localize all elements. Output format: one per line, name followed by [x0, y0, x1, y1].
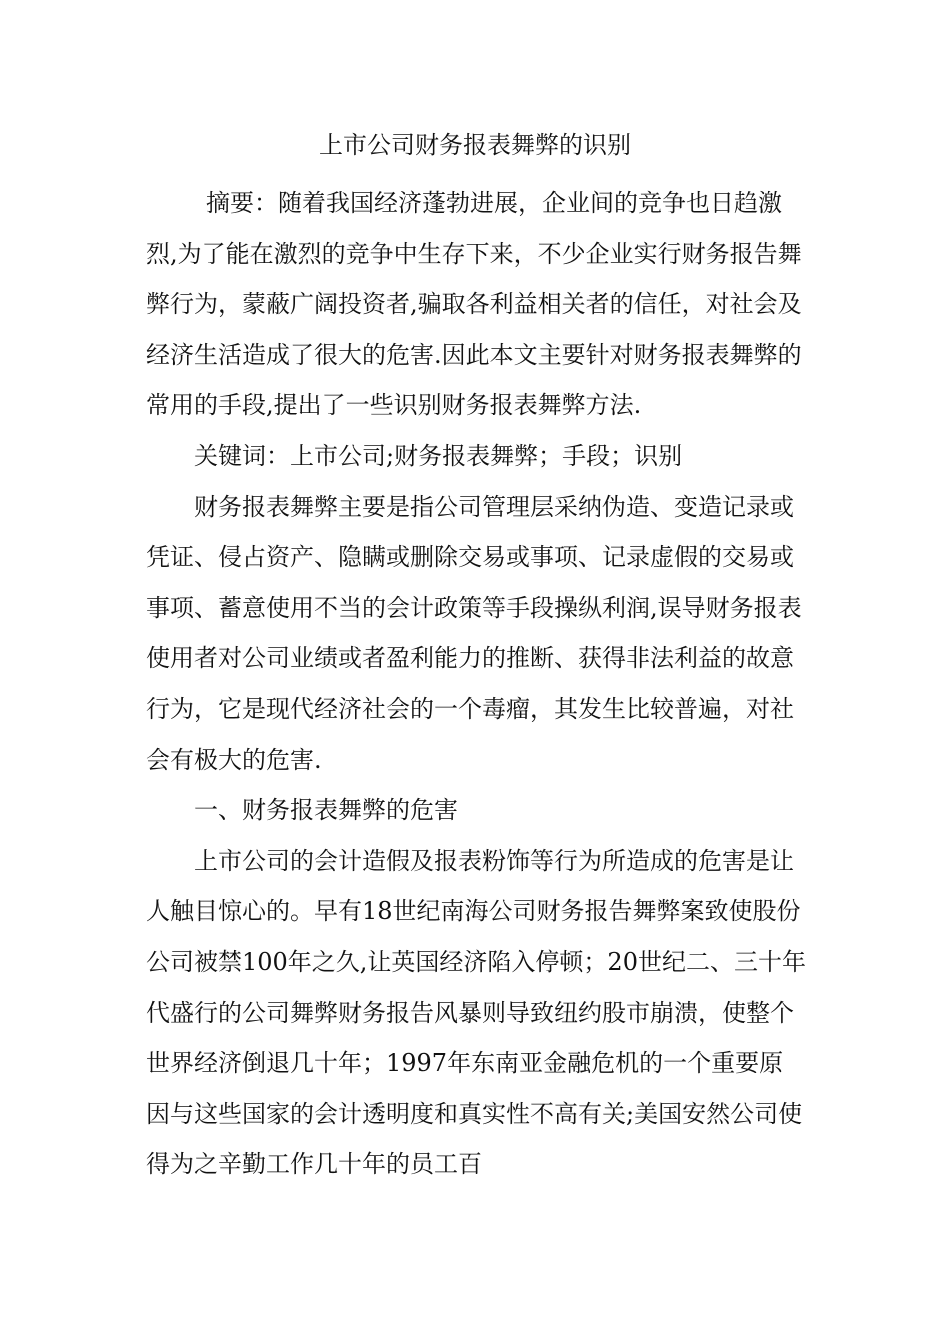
abstract-paragraph: 摘要：随着我国经济蓬勃进展，企业间的竞争也日趋激烈,为了能在激烈的竞争中生存下来，不少企业实行财务报告舞弊行为，蒙蔽广阔投资者,骗取各利益相关者的信任，对社会及经济生活造成了很大的危害.因此本文主要针对财务报表舞弊的常用的手段,提出了一些识别财务报表舞弊方法.: [146, 189, 802, 420]
document-title: 上市公司财务报表舞弊的识别: [319, 131, 631, 159]
keywords-paragraph: 关键词：上市公司;财务报表舞弊；手段；识别: [194, 441, 683, 470]
document-body: [146, 178, 806, 1190]
section-heading: 一、财务报表舞弊的危害: [194, 796, 458, 825]
definition-paragraph: 财务报表舞弊主要是指公司管理层采纳伪造、变造记录或凭证、侵占资产、隐瞒或删除交易或事项、记录虚假的交易或事项、蓄意使用不当的会计政策等手段操纵利润,误导财务报表使用者对公司业绩或者盈利能力的推断、获得非法利益的故意行为，它是现代经济社会的一个毒瘤，其发生比较普遍，对社会有极大的危害.: [146, 492, 802, 774]
harm-paragraph: 上市公司的会计造假及报表粉饰等行为所造成的危害是让人触目惊心的。早有18世纪南海公司财务报告舞弊案致使股份公司被禁100年之久,让英国经济陷入停顿；20世纪二、三十年代盛行的公司舞弊财务报告风暴则导致纽约股市崩溃，使整个世界经济倒退几十年；1997年东南亚金融危机的一个重要原因与这些国家的会计透明度和真实性不高有关;美国安然公司使得为之辛勤工作几十年的员工百: [146, 846, 806, 1179]
